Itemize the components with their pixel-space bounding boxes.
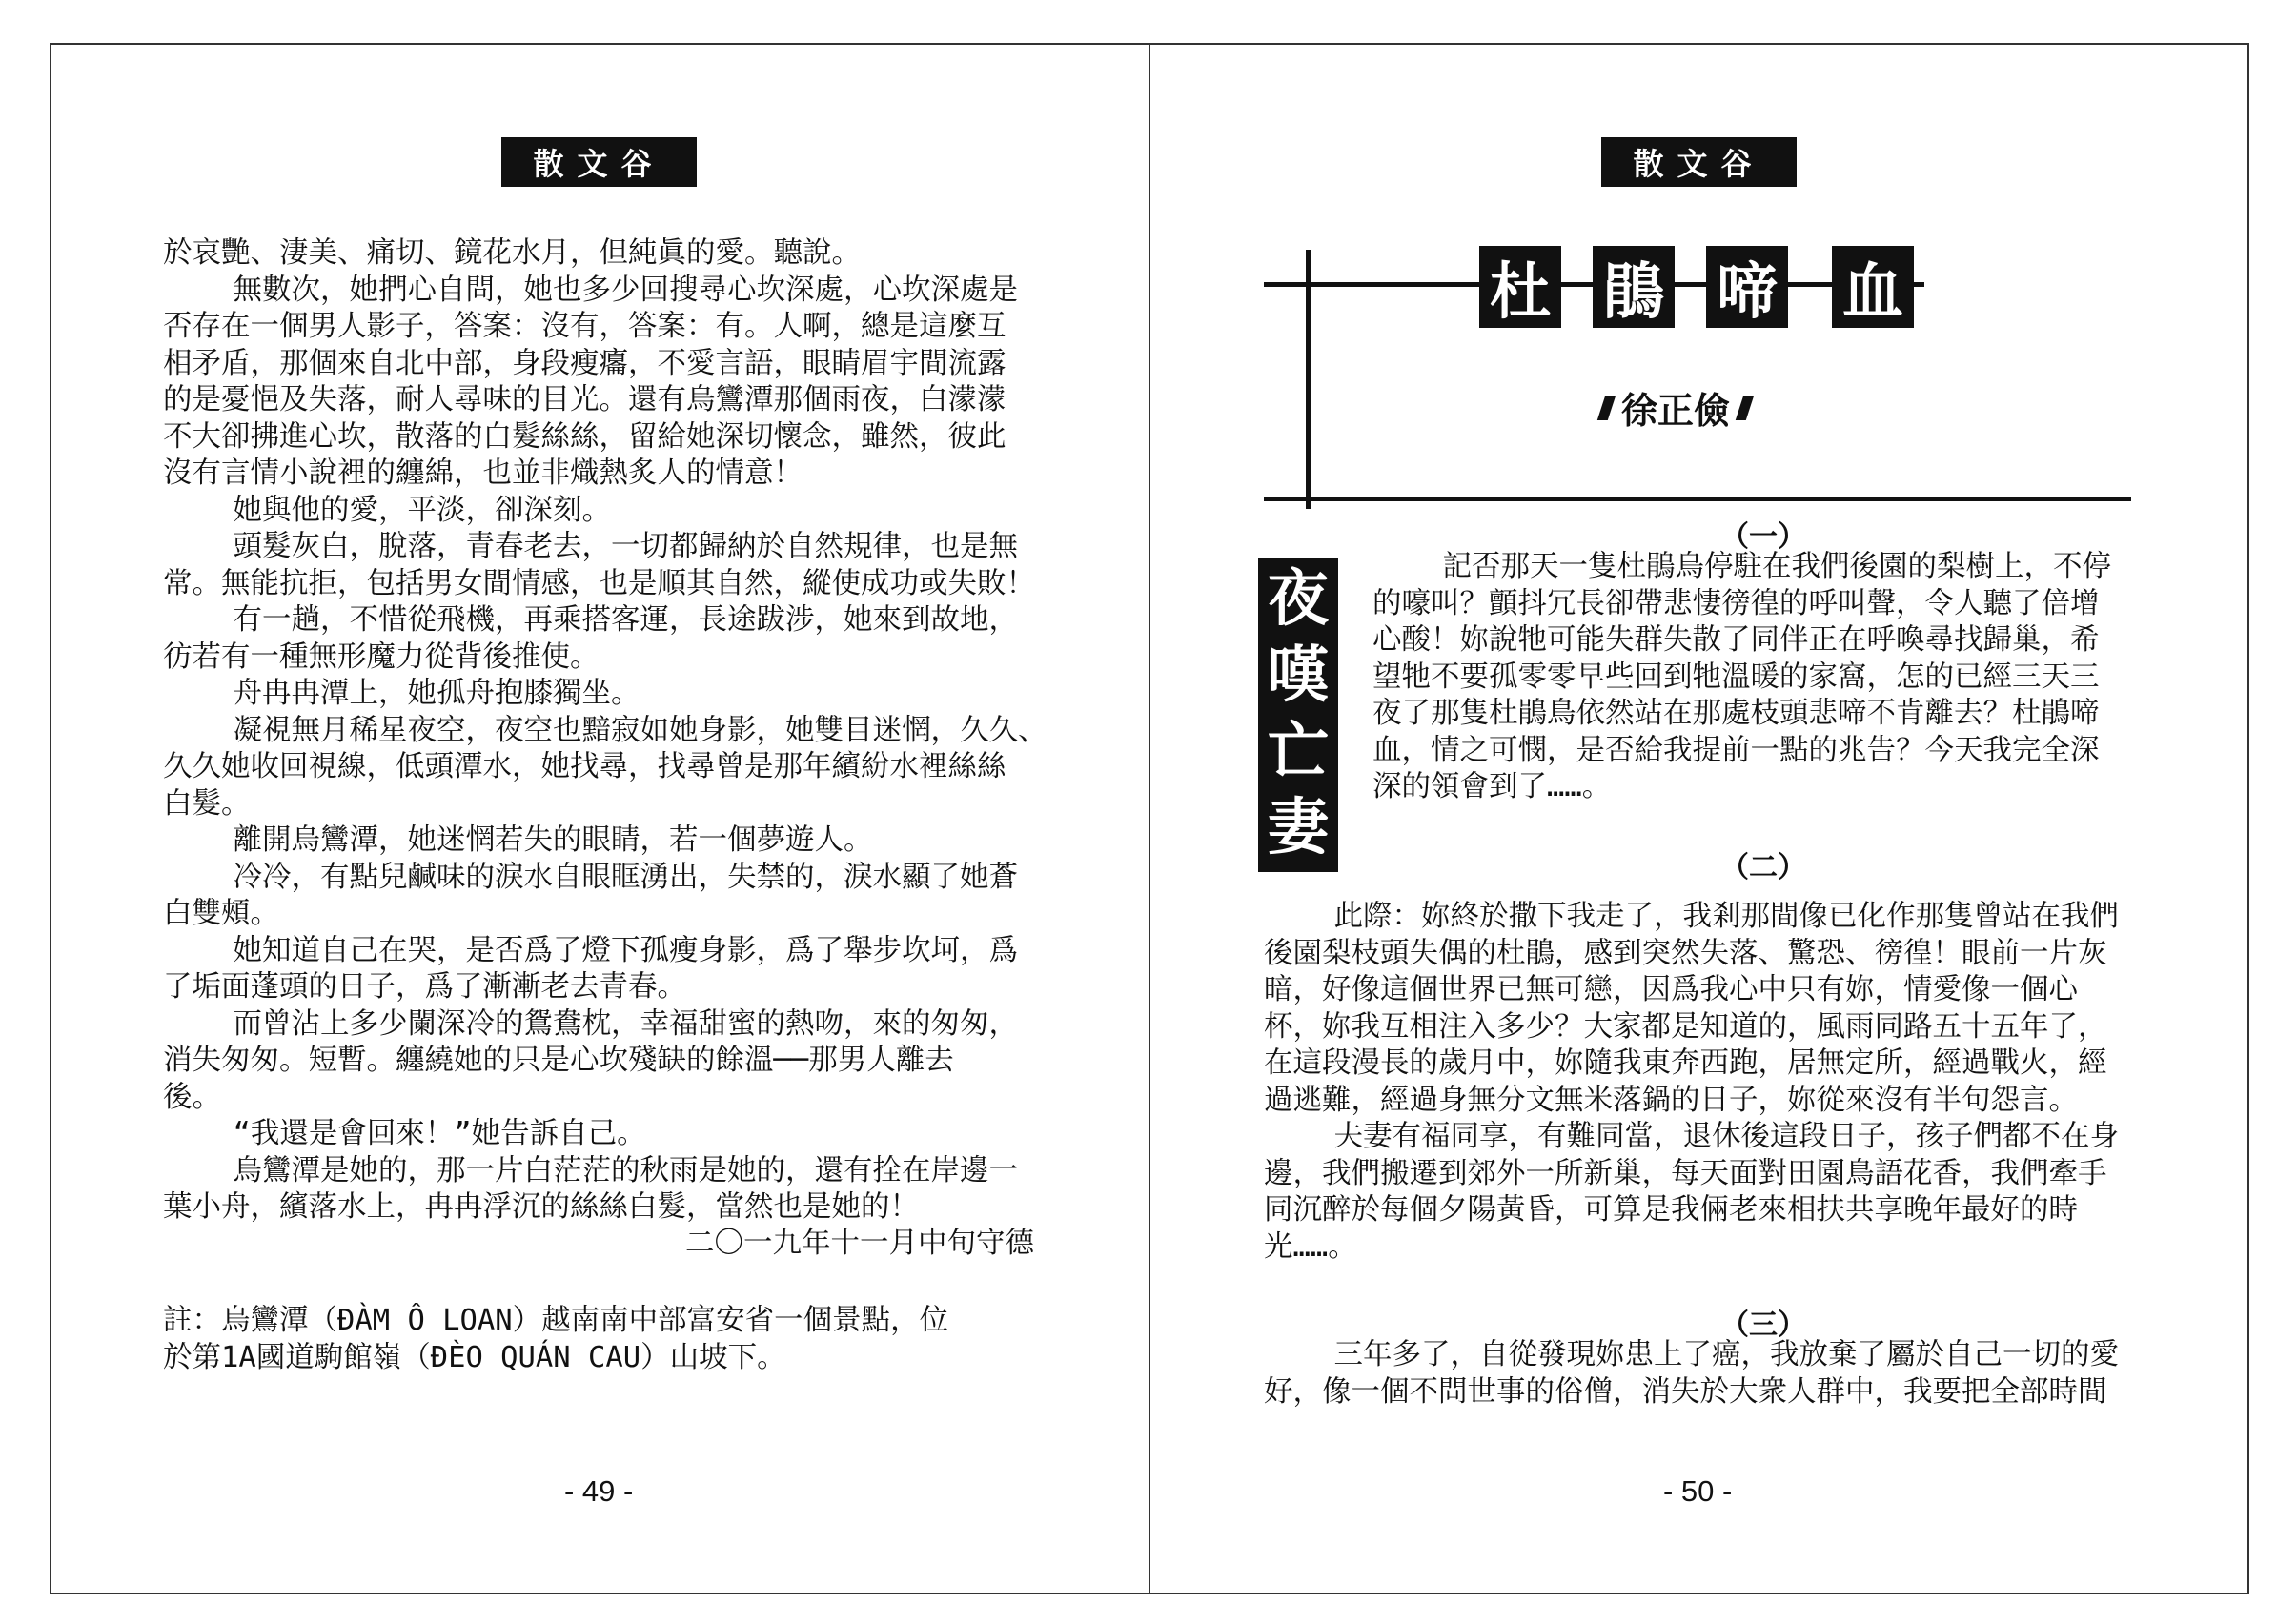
left-page-body: 於哀艷、淒美、痛切、鏡花水月，但純眞的愛。聽說。 無數次，她捫心自問，她也多少回搜尋心坎深處，心坎深處是 否存在一個男人影子，答案：沒有，答案：有。人啊，總是這麼互 相矛盾，那個來自北中部，身段瘦癟，不愛言語，眼睛眉宇間流露 的是憂悒及失落，耐人尋味的目光。還有烏鸞潭那個雨夜，白濛濛 不大卻拂進心坎，散落的白髮絲絲，留給她深切懷念，雖然，彼此 沒有言情小說裡的纏綿，也並非熾熱炙人的情意！ 她與他的愛，平淡，卻深刻。 頭髮灰白，脫落，青春老去，一切都歸納於自然規律，也是無 常。無能抗拒，包括男女間情感，也是順其自然，縱使成功或失敗！ 有一趟，不惜從飛機，再乘搭客運，長途跋涉，她來到故地， 彷若有一種無形魔力從背後推使。 舟冉冉潭上，她孤舟抱膝獨坐。 凝視無月稀星夜空，夜空也黯寂如她身影，她雙目迷惘，久久、 久久她收回視線，低頭潭水，她找尋，找尋曾是那年繽紛水裡絲絲 白髮。 離開烏鸞潭，她迷惘若失的眼睛，若一個夢遊人。 冷冷，有點兒鹹味的淚水自眼眶湧出，失禁的，淚水顯了她蒼 白雙頰。 她知道自己在哭，是否爲了燈下孤瘦身影，爲了舉步坎坷，爲 了垢面蓬頭的日子，爲了漸漸老去青春。 而曾沾上多少闌深冷的鴛鴦枕，幸福甜蜜的熱吻，來的匆匆， 消失匆匆。短暫。纏繞她的只是心坎殘缺的餘溫──那男人離去 後。 “我還是會回來！”她告訴自己。 烏鸞潭是她的，那一片白茫茫的秋雨是她的，還有拴在岸邊一 葉小舟，繽落水上，冉冉浮沉的絲絲白髮，當然也是她的！: [163, 236, 1047, 1224]
author-name: 徐正儉: [1621, 390, 1731, 432]
left-page-number: - 49 -: [564, 1474, 634, 1508]
section-1-heading: （一）: [1720, 520, 1806, 554]
title-char-1: 杜: [1479, 246, 1561, 328]
title-vertical-rule: [1306, 250, 1311, 509]
title-char-4: 血: [1832, 246, 1914, 328]
title-char-2: 鵑: [1593, 246, 1675, 328]
section-2-heading: （二）: [1720, 851, 1806, 884]
section-1-body: 記否那天一隻杜鵑鳥停駐在我們後園的梨樹上，不停 的嚎叫？顫抖冗長卻帶悲悽徬徨的呼叫聲，令人聽了倍增 心酸！妳說牠可能失群失散了同伴正在呼喚尋找歸巢，希 望牠不要孤零零早些回到牠溫暖的家窩，怎的已經三天三 夜了那隻杜鵑鳥依然站在那處枝頭悲啼不肯離去？杜鵑啼 血，情之可憫，是否給我提前一點的兆告？今天我完全深 深的領會到了……。: [1372, 550, 2111, 803]
left-page-footnote: 註：烏鸞潭（ĐÀM Ô LOAN）越南南中部富安省一個景點，位 於第1A國道駒館嶺（ĐÈO QUÁN CAU）山坡下。: [163, 1304, 949, 1374]
section-2-body: 此際：妳終於撒下我走了，我剎那間像已化作那隻曾站在我們 後園梨枝頭失偶的杜鵑，感到突然失落、驚恐、徬徨！眼前一片灰 暗，好像這個世界已無可戀，因爲我心中只有妳，情愛像一個心 杯，妳我互相注入多少？大家都是知道的，風雨同路五十五年了， 在這段漫長的歲月中，妳隨我東奔西跑，居無定所，經過戰火，經 過逃難，經過身無分文無米落鍋的日子，妳從來沒有半句怨言。 夫妻有福同享，有難同當，退休後這段日子，孩子們都不在身 邊，我們搬遷到郊外一所新巢，每天面對田園鳥語花香，我們牽手 同沉醉於每個夕陽黃昏，可算是我倆老來相扶共享晚年最好的時 光……。: [1264, 900, 2119, 1264]
author-byline: [1601, 381, 1750, 434]
left-page-header: 散文谷: [501, 137, 697, 187]
section-3-heading: （三）: [1720, 1309, 1806, 1342]
title-char-3: 啼: [1706, 246, 1788, 328]
right-page-header: 散文谷: [1601, 137, 1797, 187]
left-page-signature: 二〇一九年十一月中旬守德: [685, 1227, 1034, 1260]
section-3-body: 三年多了，自從發現妳患上了癌，我放棄了屬於自己一切的愛 好，像一個不問世事的俗僧，消失於大衆人群中，我要把全部時間: [1264, 1338, 2119, 1409]
page-divider: [1149, 43, 1150, 1594]
right-page-number: - 50 -: [1663, 1474, 1733, 1508]
side-title-bar: 夜 嘆 亡 妻: [1258, 558, 1338, 872]
section-horizontal-rule: [1264, 497, 2131, 501]
